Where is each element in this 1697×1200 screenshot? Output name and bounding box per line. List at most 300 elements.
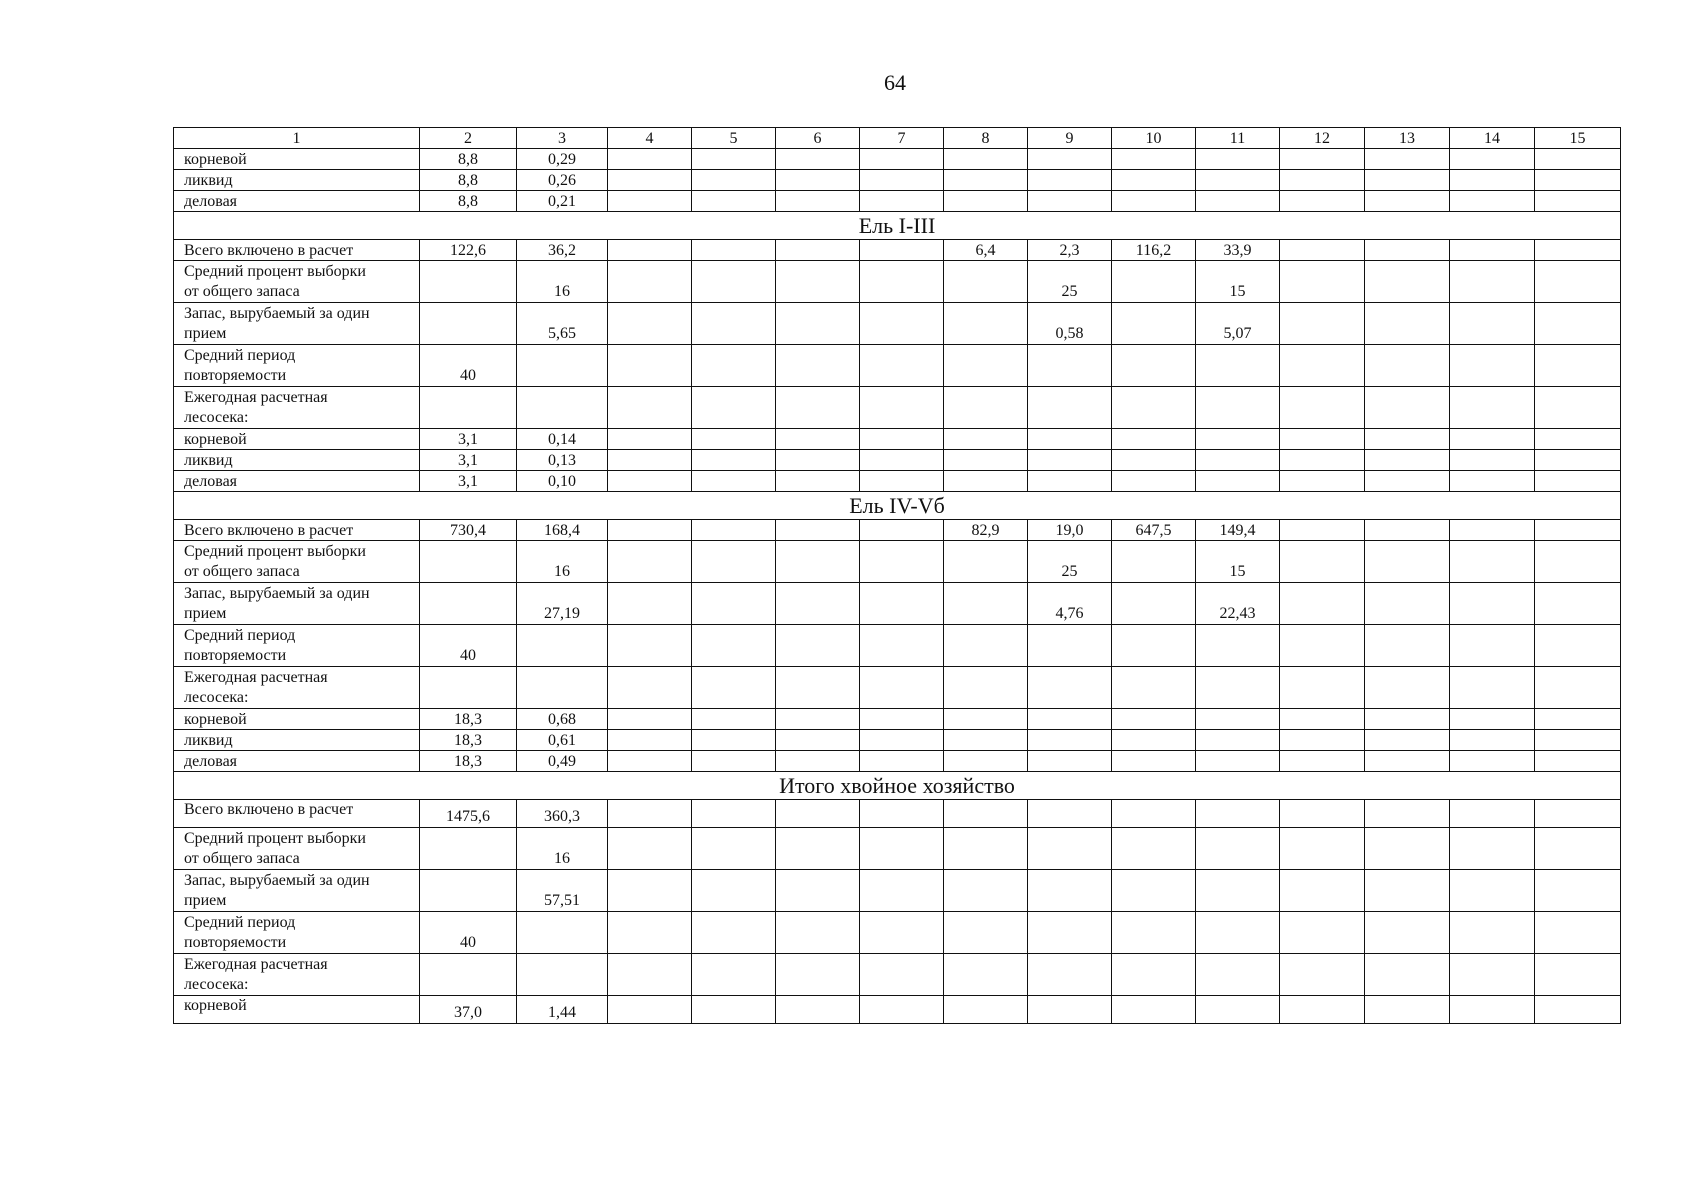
table-cell	[692, 828, 776, 870]
table-row	[174, 800, 1621, 828]
table-cell	[692, 800, 776, 828]
table-cell	[944, 387, 1028, 429]
table-cell: 2,3	[1028, 240, 1112, 261]
table-cell	[1028, 471, 1112, 492]
table-cell	[776, 345, 860, 387]
table-cell	[776, 191, 860, 212]
table-cell: 0,58	[1028, 303, 1112, 345]
table-cell	[608, 345, 692, 387]
table-cell	[1450, 429, 1535, 450]
table-cell	[1365, 541, 1450, 583]
table-cell	[692, 303, 776, 345]
table-cell	[1365, 450, 1450, 471]
table-cell	[517, 667, 608, 709]
table-cell	[776, 387, 860, 429]
table-cell	[944, 751, 1028, 772]
table-cell	[1535, 541, 1621, 583]
table-cell	[1450, 170, 1535, 191]
table-cell: 40	[420, 345, 517, 387]
table-cell: 8,8	[420, 191, 517, 212]
table-cell	[1450, 345, 1535, 387]
table-cell: 18,3	[420, 730, 517, 751]
table-cell	[1535, 170, 1621, 191]
table-cell	[860, 730, 944, 751]
column-number-cell: 2	[420, 128, 517, 149]
table-cell: 0,14	[517, 429, 608, 450]
table-cell	[608, 471, 692, 492]
table-cell	[1535, 387, 1621, 429]
table-cell	[1535, 520, 1621, 541]
table-cell	[1365, 954, 1450, 996]
table-cell	[944, 667, 1028, 709]
table-cell	[420, 261, 517, 303]
table-cell: 82,9	[944, 520, 1028, 541]
table-cell	[860, 800, 944, 828]
table-row	[174, 345, 1621, 387]
row-label: Запас, вырубаемый за один прием	[174, 583, 420, 625]
table-cell: 4,76	[1028, 583, 1112, 625]
table-cell	[1112, 541, 1196, 583]
column-number-row	[174, 128, 1621, 149]
row-label: ликвид	[174, 730, 420, 751]
table-cell	[1280, 541, 1365, 583]
table-cell	[1112, 583, 1196, 625]
table-cell	[1450, 828, 1535, 870]
table-cell	[860, 149, 944, 170]
table-cell: 168,4	[517, 520, 608, 541]
table-cell	[692, 541, 776, 583]
table-cell	[608, 912, 692, 954]
column-number-cell: 9	[1028, 128, 1112, 149]
table-cell	[1028, 751, 1112, 772]
table-cell	[1112, 345, 1196, 387]
table-cell	[860, 387, 944, 429]
table-cell: 1475,6	[420, 800, 517, 828]
table-cell: 25	[1028, 541, 1112, 583]
table-cell	[1535, 583, 1621, 625]
table-cell	[776, 625, 860, 667]
table-cell: 122,6	[420, 240, 517, 261]
column-number-cell: 5	[692, 128, 776, 149]
table-cell	[1196, 667, 1280, 709]
table-cell	[1365, 149, 1450, 170]
section-title: Ель I-III	[174, 212, 1621, 240]
table-cell	[776, 800, 860, 828]
table-cell	[692, 996, 776, 1024]
table-cell: 149,4	[1196, 520, 1280, 541]
table-cell: 5,65	[517, 303, 608, 345]
row-label: Ежегодная расчетная лесосека:	[174, 954, 420, 996]
table-cell: 27,19	[517, 583, 608, 625]
table-cell	[1535, 828, 1621, 870]
table-cell: 19,0	[1028, 520, 1112, 541]
table-cell	[1280, 387, 1365, 429]
table-cell	[608, 751, 692, 772]
table-cell	[692, 261, 776, 303]
column-number-cell: 3	[517, 128, 608, 149]
table-cell	[1450, 471, 1535, 492]
table-cell	[1196, 800, 1280, 828]
table-cell	[517, 912, 608, 954]
table-cell	[944, 996, 1028, 1024]
table-cell	[608, 450, 692, 471]
table-cell	[1196, 450, 1280, 471]
table-cell	[1450, 954, 1535, 996]
table-cell	[692, 730, 776, 751]
table-cell: 0,61	[517, 730, 608, 751]
table-cell	[1450, 303, 1535, 345]
row-label: корневой	[174, 429, 420, 450]
table-row	[174, 667, 1621, 709]
table-cell	[1280, 996, 1365, 1024]
row-label: корневой	[174, 149, 420, 170]
table-cell	[944, 471, 1028, 492]
table-cell: 57,51	[517, 870, 608, 912]
table-cell	[692, 471, 776, 492]
table-cell	[692, 345, 776, 387]
table-cell	[1280, 191, 1365, 212]
table-cell	[1028, 709, 1112, 730]
table-row	[174, 520, 1621, 541]
table-cell	[1450, 149, 1535, 170]
table-cell	[1365, 709, 1450, 730]
table-cell	[1112, 149, 1196, 170]
row-label: Средний процент выборки от общего запаса	[174, 541, 420, 583]
table-cell	[776, 751, 860, 772]
table-cell: 3,1	[420, 471, 517, 492]
table-cell	[776, 912, 860, 954]
table-cell	[1196, 387, 1280, 429]
table-cell: 33,9	[1196, 240, 1280, 261]
table-cell	[1365, 429, 1450, 450]
table-cell	[1196, 954, 1280, 996]
column-number-cell: 11	[1196, 128, 1280, 149]
table-cell	[1280, 954, 1365, 996]
table-cell	[1028, 429, 1112, 450]
table-cell	[860, 709, 944, 730]
table-cell	[1280, 261, 1365, 303]
section-title: Ель IV-Vб	[174, 492, 1621, 520]
table-cell	[1112, 387, 1196, 429]
table-cell	[1112, 912, 1196, 954]
table-cell	[1450, 709, 1535, 730]
table-cell	[860, 471, 944, 492]
table-cell	[692, 709, 776, 730]
table-row	[174, 583, 1621, 625]
table-cell	[860, 520, 944, 541]
table-cell	[1280, 450, 1365, 471]
table-cell	[1028, 345, 1112, 387]
table-cell	[1450, 625, 1535, 667]
table-row	[174, 954, 1621, 996]
row-label: Запас, вырубаемый за один прием	[174, 303, 420, 345]
row-label: Средний период повторяемости	[174, 625, 420, 667]
table-cell	[1112, 828, 1196, 870]
table-cell	[944, 954, 1028, 996]
table-cell	[1028, 800, 1112, 828]
table-row	[174, 240, 1621, 261]
table-row	[174, 387, 1621, 429]
row-label: Средний процент выборки от общего запаса	[174, 828, 420, 870]
table-cell	[776, 870, 860, 912]
table-cell	[776, 667, 860, 709]
table-cell	[1365, 191, 1450, 212]
table-cell	[1028, 730, 1112, 751]
table-cell	[1028, 996, 1112, 1024]
table-cell	[1196, 345, 1280, 387]
table-cell	[608, 303, 692, 345]
table-cell	[692, 583, 776, 625]
table-cell	[420, 828, 517, 870]
table-cell	[692, 954, 776, 996]
table-cell	[1280, 149, 1365, 170]
table-cell	[1112, 471, 1196, 492]
table-row	[174, 828, 1621, 870]
table-cell	[1196, 170, 1280, 191]
table-cell	[1365, 583, 1450, 625]
table-cell	[860, 828, 944, 870]
table-cell	[1196, 625, 1280, 667]
row-label: Всего включено в расчет	[174, 800, 420, 828]
table-cell	[1280, 730, 1365, 751]
table-cell	[608, 996, 692, 1024]
table-cell	[1365, 240, 1450, 261]
table-cell	[608, 429, 692, 450]
row-label: деловая	[174, 751, 420, 772]
table-cell: 8,8	[420, 149, 517, 170]
table-cell	[776, 541, 860, 583]
table-cell	[1365, 261, 1450, 303]
table-cell	[692, 170, 776, 191]
table-cell	[692, 667, 776, 709]
row-label: деловая	[174, 191, 420, 212]
table-cell	[776, 954, 860, 996]
table-cell	[608, 828, 692, 870]
table-cell	[944, 450, 1028, 471]
table-cell	[1535, 625, 1621, 667]
table-cell: 16	[517, 828, 608, 870]
table-cell	[608, 191, 692, 212]
table-cell: 40	[420, 625, 517, 667]
table-row	[174, 450, 1621, 471]
table-row	[174, 429, 1621, 450]
table-cell	[776, 303, 860, 345]
table-cell	[1450, 583, 1535, 625]
table-cell	[1112, 191, 1196, 212]
table-cell	[1535, 667, 1621, 709]
table-cell	[944, 149, 1028, 170]
table-cell	[1280, 240, 1365, 261]
table-cell	[1450, 912, 1535, 954]
table-cell: 15	[1196, 261, 1280, 303]
table-cell	[1535, 870, 1621, 912]
table-cell	[420, 870, 517, 912]
table-cell	[860, 583, 944, 625]
table-row	[174, 912, 1621, 954]
table-cell	[1280, 520, 1365, 541]
table-cell	[420, 303, 517, 345]
column-number-cell: 12	[1280, 128, 1365, 149]
table-cell	[1028, 149, 1112, 170]
table-row	[174, 261, 1621, 303]
table-cell	[1450, 751, 1535, 772]
table-cell	[608, 170, 692, 191]
table-cell	[1535, 800, 1621, 828]
table-cell	[1535, 996, 1621, 1024]
table-cell	[1365, 870, 1450, 912]
table-cell	[1535, 429, 1621, 450]
table-cell	[776, 520, 860, 541]
table-cell	[420, 667, 517, 709]
table-cell	[608, 583, 692, 625]
table-cell	[1280, 303, 1365, 345]
table-cell	[608, 541, 692, 583]
table-cell: 5,07	[1196, 303, 1280, 345]
table-cell	[1535, 303, 1621, 345]
table-cell	[1028, 828, 1112, 870]
table-cell	[776, 261, 860, 303]
table-cell	[860, 625, 944, 667]
table-cell	[1365, 170, 1450, 191]
table-cell	[608, 625, 692, 667]
table-cell	[1535, 709, 1621, 730]
table-cell: 22,43	[1196, 583, 1280, 625]
table-cell	[860, 912, 944, 954]
column-number-cell: 1	[174, 128, 420, 149]
table-cell: 25	[1028, 261, 1112, 303]
table-cell	[692, 240, 776, 261]
table-cell	[1365, 828, 1450, 870]
table-cell	[1535, 954, 1621, 996]
table-cell	[1112, 170, 1196, 191]
table-cell	[1028, 870, 1112, 912]
table-cell	[692, 191, 776, 212]
table-cell	[1365, 912, 1450, 954]
table-cell	[1280, 170, 1365, 191]
table-row	[174, 471, 1621, 492]
table-cell	[1280, 709, 1365, 730]
table-cell: 0,29	[517, 149, 608, 170]
table-cell	[1535, 450, 1621, 471]
table-cell	[1280, 870, 1365, 912]
table-cell	[1112, 429, 1196, 450]
table-cell	[944, 583, 1028, 625]
table-cell	[944, 170, 1028, 191]
table-cell	[776, 828, 860, 870]
table-cell	[1196, 996, 1280, 1024]
table-row	[174, 870, 1621, 912]
table-cell	[1450, 541, 1535, 583]
table-cell	[1280, 345, 1365, 387]
table-cell	[944, 730, 1028, 751]
table-cell	[1365, 471, 1450, 492]
table-cell	[1196, 191, 1280, 212]
table-cell	[1196, 730, 1280, 751]
table-cell: 0,26	[517, 170, 608, 191]
table-cell	[1280, 429, 1365, 450]
table-cell	[1112, 800, 1196, 828]
table-cell: 8,8	[420, 170, 517, 191]
table-cell	[1535, 191, 1621, 212]
table-row	[174, 996, 1621, 1024]
table-cell	[860, 954, 944, 996]
table-cell	[1112, 709, 1196, 730]
table-cell	[860, 996, 944, 1024]
table-cell	[776, 450, 860, 471]
table-cell	[776, 583, 860, 625]
table-cell	[608, 667, 692, 709]
column-number-cell: 8	[944, 128, 1028, 149]
table-row	[174, 751, 1621, 772]
table-cell	[608, 730, 692, 751]
table-cell	[776, 730, 860, 751]
table-cell	[692, 450, 776, 471]
table-cell	[944, 191, 1028, 212]
table-row	[174, 303, 1621, 345]
table-cell	[1028, 387, 1112, 429]
row-label: Всего включено в расчет	[174, 240, 420, 261]
table-cell	[1450, 450, 1535, 471]
table-cell	[1365, 387, 1450, 429]
table-cell	[1535, 240, 1621, 261]
column-number-cell: 15	[1535, 128, 1621, 149]
section-heading-row	[174, 772, 1621, 800]
table-cell	[860, 429, 944, 450]
row-label: Всего включено в расчет	[174, 520, 420, 541]
allowable-cut-table	[173, 127, 1621, 1024]
table-row	[174, 170, 1621, 191]
table-cell	[1280, 625, 1365, 667]
table-cell	[860, 345, 944, 387]
table-cell	[608, 520, 692, 541]
table-cell	[860, 261, 944, 303]
column-number-cell: 10	[1112, 128, 1196, 149]
column-number-cell: 13	[1365, 128, 1450, 149]
table-cell	[1112, 625, 1196, 667]
column-number-cell: 4	[608, 128, 692, 149]
table-cell	[860, 450, 944, 471]
table-cell	[420, 387, 517, 429]
table-cell: 730,4	[420, 520, 517, 541]
row-label: Средний период повторяемости	[174, 912, 420, 954]
table-cell	[608, 240, 692, 261]
table-cell	[1196, 149, 1280, 170]
table-row	[174, 541, 1621, 583]
table-cell	[517, 387, 608, 429]
table-cell	[692, 870, 776, 912]
table-cell	[944, 800, 1028, 828]
table-cell	[1535, 730, 1621, 751]
table-cell	[1028, 450, 1112, 471]
row-label: корневой	[174, 709, 420, 730]
table-cell	[1535, 912, 1621, 954]
table-cell	[1280, 751, 1365, 772]
row-label: Ежегодная расчетная лесосека:	[174, 387, 420, 429]
table-cell	[1450, 730, 1535, 751]
table-cell: 18,3	[420, 709, 517, 730]
table-cell	[1365, 625, 1450, 667]
section-title: Итого хвойное хозяйство	[174, 772, 1621, 800]
table-cell	[1112, 954, 1196, 996]
table-cell	[944, 912, 1028, 954]
page-number: 64	[884, 70, 906, 95]
table-cell	[608, 870, 692, 912]
table-cell	[860, 191, 944, 212]
row-label: ликвид	[174, 170, 420, 191]
table-cell: 647,5	[1112, 520, 1196, 541]
table-cell: 37,0	[420, 996, 517, 1024]
table-cell	[1196, 471, 1280, 492]
